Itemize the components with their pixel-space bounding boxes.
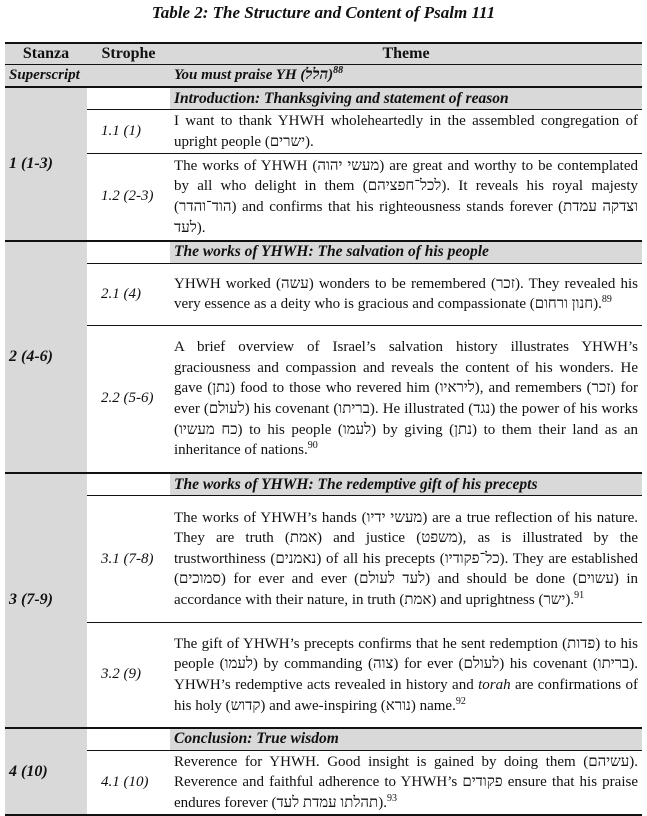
stanza-label: 3 (7-9): [5, 473, 87, 728]
table-row: [5, 154, 642, 241]
theme-body: The works of YHWH’s hands (מעשי ידיו) are a true reflection of his nature. They are truth (אמת) and justice (משפט), as is illustrated by the trustworthiness (נאמנים) of all his precepts (כל־פקודיו). They are established (סמוכים) for ever and ever (לעד לעולם) and should be done (עשוים) in accordance with their nature, in truth (אמת) and uprightness (ישר).: [174, 509, 639, 609]
superscript-label: Superscript: [5, 65, 170, 88]
footnote-ref: 88: [333, 65, 344, 76]
footnote-ref: 91: [574, 590, 585, 602]
blank-cell: [87, 241, 170, 264]
superscript-theme: [170, 65, 642, 88]
strophe-label: 3.2 (9): [87, 623, 170, 728]
strophe-label: 2.2 (5-6): [87, 325, 170, 473]
stanza-label: 1 (1-3): [5, 87, 87, 241]
theme-italic-term: torah: [478, 676, 511, 693]
superscript-text: You must praise YH (הלל): [174, 67, 334, 83]
table-row: [5, 496, 642, 623]
theme-text: [170, 496, 642, 623]
section-row: [5, 728, 642, 751]
blank-cell: [87, 87, 170, 110]
section-title: Introduction: Thanksgiving and statement of reason: [170, 87, 642, 110]
theme-body: are confirmations of his holy (קדוש) and awe-inspiring (נורא) name.: [174, 676, 638, 714]
psalm-structure-table: [5, 42, 642, 816]
section-title: Conclusion: True wisdom: [170, 728, 642, 751]
strophe-label: 4.1 (10): [87, 750, 170, 815]
strophe-label: 3.1 (7-8): [87, 496, 170, 623]
theme-text: [170, 325, 642, 473]
theme-text: [170, 154, 642, 241]
table-row: [5, 325, 642, 473]
footnote-ref: 90: [307, 440, 318, 452]
theme-body: The works of YHWH (מעשי יהוה) are great and worthy to be contemplated by all who delight in them (לכל־חפציהם). It reveals his royal majesty (הוד־והדר) and confirms that his righteousness stands forever (וצדקה עמדת לעד).: [174, 157, 639, 236]
stanza-label: 2 (4-6): [5, 241, 87, 474]
table-row: [5, 263, 642, 325]
theme-text: [170, 750, 642, 815]
table-row: [5, 750, 642, 815]
header-theme: Theme: [170, 43, 642, 65]
header-strophe: Strophe: [87, 43, 170, 65]
theme-body: Reverence for YHWH. Good insight is gained by doing them (עשיהם). Reverence and faithful adherence to YHWH’s פקודים ensure that his praise endures forever (תהלתו עמדת לעד).: [174, 753, 638, 811]
theme-body: The gift of YHWH’s precepts confirms that he sent redemption (פדות) to his people (לעמו) by commanding (צוה) for ever (לעולם) his covenant (בריתו). YHWH’s redemptive acts revealed in history and: [174, 635, 639, 693]
footnote-ref: 92: [455, 695, 466, 707]
strophe-label: 1.2 (2-3): [87, 154, 170, 241]
table-row: [5, 623, 642, 728]
footnote-ref: 89: [601, 294, 612, 306]
header-row: [5, 43, 642, 65]
blank-cell: [87, 473, 170, 496]
theme-text: [170, 110, 642, 154]
table-row: [5, 110, 642, 154]
section-row: [5, 473, 642, 496]
strophe-label: 1.1 (1): [87, 110, 170, 154]
section-row: [5, 241, 642, 264]
footnote-ref: 93: [386, 792, 397, 804]
blank-cell: [87, 728, 170, 751]
stanza-label: 4 (10): [5, 728, 87, 816]
theme-body: YHWH worked (עשה) wonders to be remembered (זכר). They revealed his very essence as a deity who is gracious and compassionate (חנון ורחום).: [174, 275, 639, 313]
superscript-row: [5, 65, 642, 88]
table-title: Table 2: The Structure and Content of Psalm 111: [151, 3, 496, 22]
theme-body: I want to thank YHWH wholeheartedly in the assembled congregation of upright people (ישרים).: [174, 113, 638, 150]
header-stanza: Stanza: [5, 43, 87, 65]
theme-text: [170, 263, 642, 325]
section-title: The works of YHWH: The redemptive gift of his precepts: [170, 473, 642, 496]
section-row: [5, 87, 642, 110]
theme-text: [170, 623, 642, 728]
strophe-label: 2.1 (4): [87, 263, 170, 325]
section-title: The works of YHWH: The salvation of his people: [170, 241, 642, 264]
theme-body: A brief overview of Israel’s salvation history illustrates YHWH’s graciousness and compassion and reveals the content of his wonders. He gave (נתן) food to those who revered him (ליראיו), and remembers (זכר) for ever (לעולם) his covenant (בריתו). He illustrated (נגד) the power of his works (כח מעשיו) to his people (לעמו) by giving (נתן) to them their land as an inheritance of nations.: [174, 339, 639, 459]
